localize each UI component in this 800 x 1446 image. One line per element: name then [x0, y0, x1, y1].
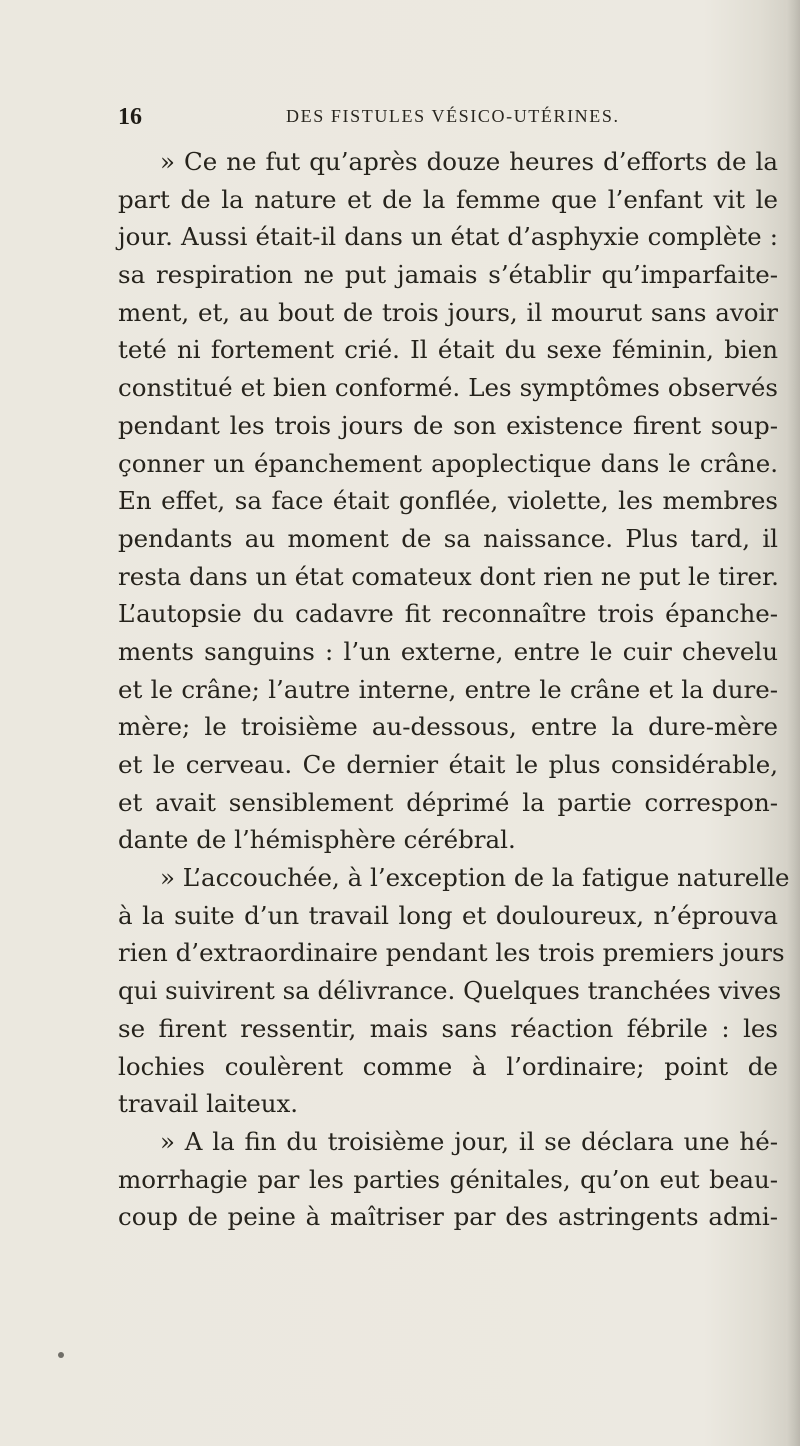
text-line: se firent ressentir, mais sans réaction fébrile : les: [118, 1013, 778, 1043]
text-line: morrhagie par les parties génitales, qu’on eut beau-: [118, 1164, 778, 1194]
page-header: [118, 104, 638, 134]
body-text: [118, 143, 790, 1236]
text-line: et avait sensiblement déprimé la partie correspon-: [118, 787, 778, 817]
ink-speck: [58, 1352, 64, 1358]
text-line: et le cerveau. Ce dernier était le plus considérable,: [118, 750, 778, 779]
text-line: mère; le troisième au-dessous, entre la dure-mère: [118, 712, 778, 742]
text-line: travail laiteux.: [118, 1089, 299, 1119]
text-line: dante de l’hémisphère cérébral.: [118, 825, 516, 855]
text-line: ment, et, au bout de trois jours, il mourut sans avoir: [118, 297, 778, 327]
page-number: 16: [118, 104, 142, 130]
text-line: sa respiration ne put jamais s’établir qu’imparfaite-: [118, 260, 778, 290]
running-title: DES FISTULES VÉSICO-UTÉRINES.: [286, 106, 620, 126]
text-line: pendants au moment de sa naissance. Plus tard, il: [118, 523, 778, 553]
text-line: part de la nature et de la femme que l’enfant vit le: [118, 184, 778, 214]
text-line: coup de peine à maîtriser par des astringents admi-: [118, 1202, 778, 1232]
page-edge-shadow: [786, 0, 800, 1446]
text-line: jour. Aussi était-il dans un état d’asphyxie complète :: [118, 222, 778, 252]
text-line: » Ce ne fut qu’après douze heures d’efforts de la: [160, 147, 778, 176]
text-line: constitué et bien conformé. Les symptômes observés: [118, 373, 778, 403]
text-line: çonner un épanchement apoplectique dans le crâne.: [118, 448, 778, 478]
text-line: » A la fin du troisième jour, il se déclara une hé-: [160, 1126, 778, 1156]
text-line: lochies coulèrent comme à l’ordinaire; point de: [118, 1051, 778, 1081]
text-line: En effet, sa face était gonflée, violette, les membres: [118, 486, 778, 516]
text-line: » L’accouchée, à l’exception de la fatigue naturelle: [160, 863, 790, 893]
text-line: à la suite d’un travail long et douloureux, n’éprouva: [118, 900, 778, 930]
text-line: teté ni fortement crié. Il était du sexe féminin, bien: [118, 335, 778, 365]
text-line: resta dans un état comateux dont rien ne put le tirer.: [118, 561, 779, 591]
text-line: ments sanguins : l’un externe, entre le cuir chevelu: [118, 636, 778, 666]
text-line: L’autopsie du cadavre fit reconnaître trois épanche-: [118, 599, 778, 629]
text-line: pendant les trois jours de son existence firent soup-: [118, 410, 778, 440]
text-line: et le crâne; l’autre interne, entre le crâne et la dure-: [118, 674, 778, 704]
text-line: qui suivirent sa délivrance. Quelques tranchées vives: [118, 976, 782, 1006]
text-line: rien d’extraordinaire pendant les trois premiers jours: [118, 938, 785, 968]
